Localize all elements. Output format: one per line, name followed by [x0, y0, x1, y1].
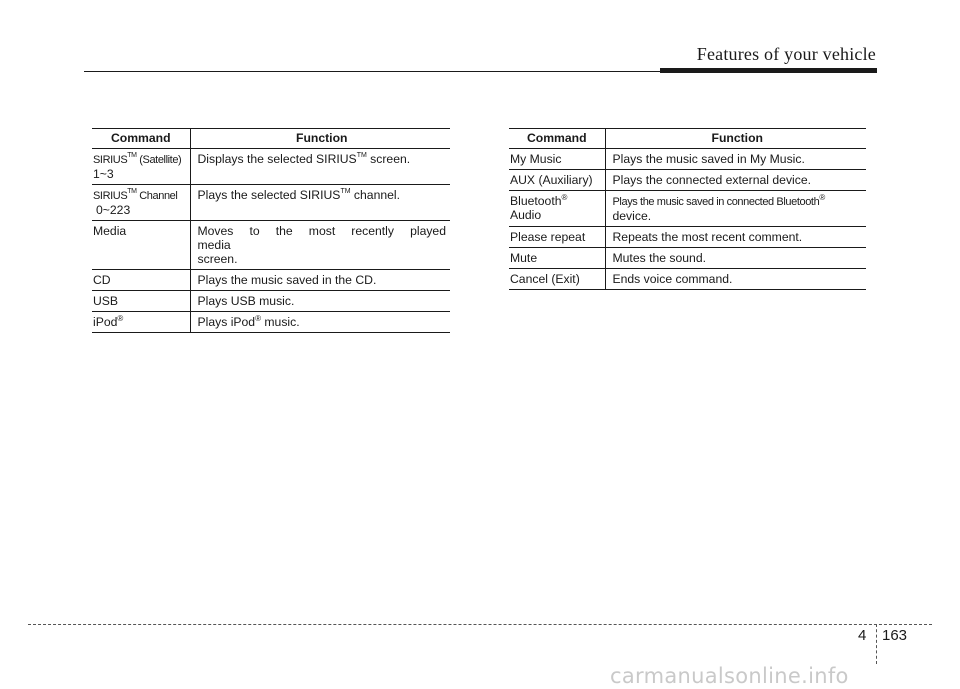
- command-cell: My Music: [509, 149, 605, 170]
- voice-command-table-right: [509, 128, 866, 290]
- function-cell: Plays the music saved in My Music.: [605, 149, 866, 170]
- column-header-function: Function: [605, 129, 866, 149]
- function-cell: [190, 185, 450, 221]
- command-suffix: Channel: [136, 190, 178, 202]
- table-row: [92, 221, 450, 270]
- table-row: [509, 170, 866, 191]
- registered-mark: ®: [117, 314, 124, 323]
- command-range: 0~223: [96, 203, 131, 217]
- command-cell: Please repeat: [509, 227, 605, 248]
- function-cell: [190, 149, 450, 185]
- function-text: Displays the selected SIRIUS: [197, 152, 357, 166]
- table-row: [509, 248, 866, 269]
- command-cell: Media: [92, 221, 190, 270]
- page-number-divider: [876, 624, 877, 664]
- registered-mark: ®: [561, 193, 568, 202]
- command-cell: [509, 191, 605, 227]
- table-row: [92, 149, 450, 185]
- table-row: [92, 185, 450, 221]
- function-cell: Plays the music saved in the CD.: [190, 270, 450, 291]
- function-cell: [190, 221, 450, 270]
- page-number: 163: [882, 627, 908, 644]
- function-text: Plays the music saved in connected Bluetooth: [612, 196, 820, 208]
- table-row: [92, 312, 450, 333]
- column-header-command: Command: [509, 129, 605, 149]
- registered-mark: ®: [819, 193, 826, 202]
- table-row: [92, 270, 450, 291]
- command-cell: [92, 149, 190, 185]
- command-cell: Cancel (Exit): [509, 269, 605, 290]
- command-text: Bluetooth: [510, 194, 562, 208]
- table-header-row: [92, 129, 450, 149]
- command-text: iPod: [93, 315, 118, 329]
- table-header-row: [509, 129, 866, 149]
- chapter-number: 4: [858, 627, 867, 644]
- header-rule-accent: [660, 68, 877, 73]
- function-cell: [190, 312, 450, 333]
- function-suffix: screen.: [366, 152, 411, 166]
- function-cell: [605, 191, 866, 227]
- function-cell: Ends voice command.: [605, 269, 866, 290]
- voice-command-table-left: [92, 128, 450, 333]
- command-cell: [92, 312, 190, 333]
- section-title: Features of your vehicle: [696, 44, 876, 64]
- command-suffix: Audio: [510, 208, 542, 222]
- column-header-function: Function: [190, 129, 450, 149]
- function-text-continued: device.: [612, 209, 652, 223]
- trademark-mark: TM: [356, 152, 367, 159]
- column-header-command: Command: [92, 129, 190, 149]
- table-row: [509, 227, 866, 248]
- footer-rule: [28, 624, 932, 625]
- function-text: Plays iPod: [197, 315, 256, 329]
- command-text: SIRIUS: [93, 190, 128, 202]
- function-text: Plays the selected SIRIUS: [197, 188, 341, 202]
- command-cell: Mute: [509, 248, 605, 269]
- function-cell: Repeats the most recent comment.: [605, 227, 866, 248]
- function-text-continued: screen.: [197, 252, 238, 266]
- function-cell: Mutes the sound.: [605, 248, 866, 269]
- command-text: SIRIUS: [93, 154, 128, 166]
- command-cell: CD: [92, 270, 190, 291]
- registered-mark: ®: [255, 314, 261, 323]
- function-cell: Plays the connected external device.: [605, 170, 866, 191]
- command-cell: [92, 185, 190, 221]
- function-text: Moves to the most recently played media: [197, 224, 446, 252]
- function-suffix: channel.: [350, 188, 401, 202]
- function-cell: Plays USB music.: [190, 291, 450, 312]
- command-cell: USB: [92, 291, 190, 312]
- command-suffix: (Satellite): [136, 154, 182, 166]
- trademark-mark: TM: [340, 188, 351, 195]
- table-row: [92, 291, 450, 312]
- trademark-mark: TM: [127, 188, 137, 195]
- table-row: [509, 191, 866, 227]
- trademark-mark: TM: [127, 152, 137, 159]
- watermark: carmanualsonline.info: [610, 664, 849, 688]
- function-suffix: music.: [261, 315, 300, 329]
- table-row: [509, 149, 866, 170]
- command-range: 1~3: [93, 167, 114, 181]
- command-cell: AUX (Auxiliary): [509, 170, 605, 191]
- table-row: [509, 269, 866, 290]
